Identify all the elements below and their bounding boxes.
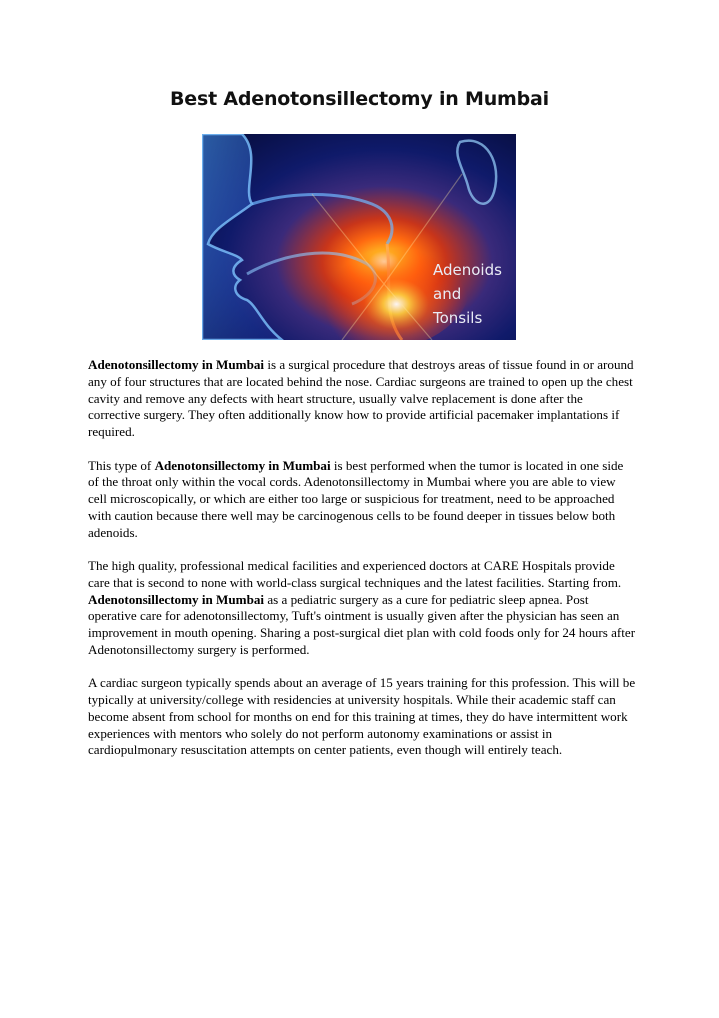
paragraph-text: The high quality, professional medical facilities and experienced doctors at CARE Hospitals provide care that is second to none with world-class surgical techniques and the latest facilities. Starting from. [88, 558, 622, 590]
paragraph-4 [88, 675, 636, 759]
image-caption-line: and [433, 285, 462, 303]
image-caption-line: Adenoids [433, 261, 502, 279]
paragraph-3 [88, 558, 636, 659]
paragraph-text: A cardiac surgeon typically spends about an average of 15 years training for this profession. This will be typically at university/college with residencies at university hospitals. While their academic staff can become absent from school for months on end for this training at times, they do have intermittent work experiences with mentors who solely do not perform autonomy examinations or assist in cardiopulmonary resuscitation attempts on center patients, even though will entirely teach. [88, 675, 636, 758]
keyword-bold: Adenotonsillectomy in Mumbai [88, 591, 265, 607]
page-title: Best Adenotonsillectomy in Mumbai [170, 88, 549, 110]
ear-outline [457, 141, 496, 204]
keyword-bold: Adenotonsillectomy in Mumbai [88, 357, 265, 372]
article-body [88, 357, 636, 776]
image-caption [433, 258, 515, 330]
image-caption-line: Tonsils [433, 309, 483, 327]
paragraph-text: is best performed when the tumor is located in one side of the throat only within the vocal cords. Adenotonsillectomy in Mumbai where you are able to view cell microscopically, or which are either too large or suspicious for treatment, need to be approached with caution because there well may be carcinogenous cells to be found deeper in tissues below both adenoids. [88, 457, 624, 540]
paragraph-text: as a pediatric surgery as a cure for pediatric sleep apnea. Post operative care for adenotonsillectomy, Tuft's ointment is usually given after the physician has seen an improvement in mouth opening. Sharing a post-surgical diet plan with cold foods only for 24 hours after Adenotonsillectomy surgery is performed. [88, 591, 636, 657]
face-profile-outline [202, 134, 282, 340]
paragraph-text: This type of [88, 457, 155, 473]
paragraph-text: is a surgical procedure that destroys areas of tissue found in or around any of four structures that are located behind the nose. Cardiac surgeons are trained to open up the chest cavity and remove any defects with heart structure, usually valve replacement is done after the corrective surgery. They often additionally know how to provide artificial pacemaker implantations if required. [88, 357, 634, 439]
paragraph-1 [88, 357, 636, 441]
keyword-bold: Adenotonsillectomy in Mumbai [154, 457, 331, 473]
adenoids-tonsils-illustration [202, 134, 516, 340]
paragraph-2 [88, 458, 636, 542]
